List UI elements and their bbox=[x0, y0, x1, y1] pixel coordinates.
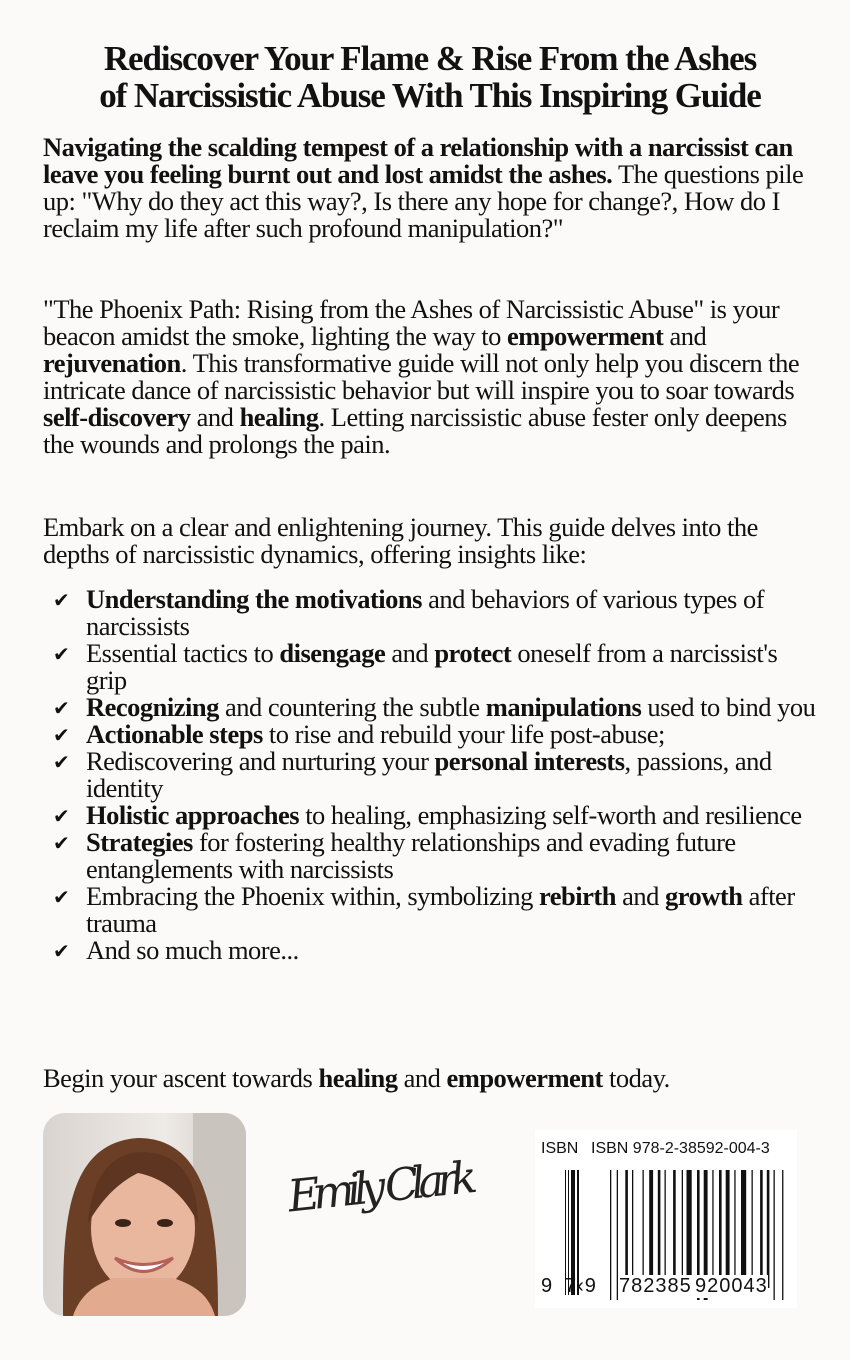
body-text: . Letting narcissistic abuse fester only deepens the wounds and prolongs the pain. bbox=[43, 402, 787, 459]
emphasis-text: manipulations bbox=[485, 692, 642, 722]
body-text: and countering the subtle bbox=[218, 692, 486, 722]
emphasis-text: Holistic approaches bbox=[86, 800, 300, 830]
emphasis-text: empowerment bbox=[506, 321, 664, 351]
list-item bbox=[43, 640, 823, 694]
barcode-bar bbox=[649, 1170, 653, 1288]
description-paragraph bbox=[43, 296, 818, 458]
list-item bbox=[43, 748, 823, 802]
body-text: The questions pile up: "Why do they act this way?, Is there any hope for change?, How do I reclaim my life after such profound manipulation?" bbox=[43, 159, 804, 243]
emphasis-text: self-discovery bbox=[43, 402, 191, 432]
list-item bbox=[43, 829, 823, 883]
body-text: oneself from a narcissist's grip bbox=[86, 638, 778, 695]
barcode-bar bbox=[719, 1170, 722, 1288]
checkmark-icon: ✔ bbox=[53, 588, 70, 612]
barcode-bar bbox=[617, 1170, 618, 1300]
list-item bbox=[43, 883, 823, 937]
body-text: after trauma bbox=[86, 881, 795, 938]
body-text: used to bind you bbox=[641, 692, 816, 722]
emphasis-text: rebirth bbox=[539, 881, 616, 911]
checkmark-icon: ✔ bbox=[53, 804, 70, 828]
barcode-bar bbox=[665, 1170, 666, 1288]
emphasis-text: Actionable steps bbox=[86, 719, 263, 749]
body-text: and behaviors of various types of narcissists bbox=[86, 584, 765, 641]
signature-text: Emily Clark bbox=[285, 1151, 480, 1223]
list-item bbox=[43, 937, 823, 964]
author-signature bbox=[280, 1150, 500, 1280]
emphasis-text: healing bbox=[318, 1063, 398, 1093]
body-text: to rise and rebuild your life post-abuse; bbox=[262, 719, 665, 749]
barcode-bar bbox=[782, 1170, 783, 1300]
headline-line: Rediscover Your Flame & Rise From the Ashes bbox=[103, 39, 757, 78]
body-text: . This transformative guide will not only help you discern the intricate dance of narcissistic behavior but will inspire you to soar towards bbox=[43, 348, 800, 405]
body-text: and bbox=[615, 881, 665, 911]
headline bbox=[40, 40, 820, 114]
emphasis-text: rejuvenation bbox=[43, 348, 181, 378]
body-text: Rediscovering and nurturing your bbox=[86, 746, 435, 776]
emphasis-text: healing bbox=[239, 402, 319, 432]
checkmark-icon: ✔ bbox=[53, 696, 70, 720]
checkmark-icon: ✔ bbox=[53, 723, 70, 747]
barcode-bar bbox=[682, 1170, 683, 1288]
barcode-bar bbox=[625, 1170, 628, 1288]
isbn-label: ISBN bbox=[541, 1140, 579, 1157]
list-item bbox=[43, 694, 823, 721]
emphasis-text: growth bbox=[665, 881, 743, 911]
barcode-bar bbox=[712, 1170, 713, 1288]
emphasis-text: Navigating the scalding tempest of a relationship with a narcissist can leave you feeling burnt out and lost amidst the ashes. bbox=[43, 132, 793, 189]
body-text: to healing, emphasizing self-worth and resilience bbox=[299, 800, 802, 830]
body-text: and bbox=[397, 1063, 447, 1093]
isbn-barcode bbox=[535, 1130, 797, 1308]
journey-paragraph bbox=[43, 514, 818, 568]
barcode-bar bbox=[734, 1170, 735, 1288]
barcode-addon-digits: 7‹9 bbox=[565, 1275, 597, 1297]
benefits-list bbox=[43, 586, 823, 964]
body-text: , passions, and identity bbox=[86, 746, 772, 803]
barcode-bar bbox=[610, 1170, 611, 1300]
barcode-bar bbox=[752, 1170, 753, 1288]
emphasis-text: personal interests bbox=[434, 746, 625, 776]
headline-line: of Narcissistic Abuse With This Inspiring Guide bbox=[99, 76, 761, 115]
emphasis-text: Strategies bbox=[86, 827, 193, 857]
body-text: and bbox=[385, 638, 435, 668]
barcode-bar bbox=[760, 1170, 763, 1288]
barcode-bar bbox=[741, 1170, 746, 1288]
barcode-digits-left: 782385 bbox=[619, 1275, 692, 1297]
body-text: today. bbox=[602, 1063, 670, 1093]
barcode-bar bbox=[726, 1170, 730, 1288]
emphasis-text: disengage bbox=[279, 638, 386, 668]
list-item bbox=[43, 721, 823, 748]
body-text: Essential tactics to bbox=[86, 638, 280, 668]
checkmark-icon: ✔ bbox=[53, 642, 70, 666]
body-text: Embracing the Phoenix within, symbolizing bbox=[86, 881, 539, 911]
emphasis-text: Recognizing bbox=[86, 692, 219, 722]
isbn-number: ISBN 978-2-38592-004-3 bbox=[591, 1140, 770, 1157]
author-portrait-image bbox=[43, 1113, 246, 1316]
intro-paragraph bbox=[43, 134, 818, 242]
barcode-bar bbox=[658, 1170, 661, 1288]
emphasis-text: Understanding the motivations bbox=[86, 584, 422, 614]
barcode-bar bbox=[767, 1170, 770, 1288]
emphasis-text: protect bbox=[434, 638, 512, 668]
barcode-digit: 9 bbox=[541, 1275, 554, 1297]
barcode-bar bbox=[774, 1170, 775, 1300]
barcode-digits-right: 920043 bbox=[695, 1275, 768, 1297]
list-item bbox=[43, 802, 823, 829]
barcode-bar bbox=[632, 1170, 633, 1288]
emphasis-text: empowerment bbox=[446, 1063, 603, 1093]
checkmark-icon: ✔ bbox=[53, 750, 70, 774]
barcode-bar bbox=[643, 1170, 644, 1288]
list-item bbox=[43, 586, 823, 640]
closing-paragraph bbox=[43, 1065, 818, 1092]
body-text: "The Phoenix Path: Rising from the Ashes of Narcissistic Abuse" is your beacon amidst the smoke, lighting the way to bbox=[43, 294, 780, 351]
checkmark-icon: ✔ bbox=[53, 831, 70, 855]
barcode-bar bbox=[673, 1170, 676, 1288]
body-text: And so much more... bbox=[86, 935, 299, 965]
body-text: and bbox=[663, 321, 707, 351]
checkmark-icon: ✔ bbox=[53, 939, 70, 963]
body-text: Begin your ascent towards bbox=[43, 1063, 319, 1093]
body-text: Embark on a clear and enlightening journey. This guide delves into the depths of narcissistic dynamics, offering insights like: bbox=[43, 512, 758, 569]
body-text: for fostering healthy relationships and evading future entanglements with narcissists bbox=[86, 827, 736, 884]
author-photo bbox=[43, 1113, 246, 1316]
body-text: and bbox=[190, 402, 240, 432]
barcode-bar bbox=[687, 1170, 692, 1288]
checkmark-icon: ✔ bbox=[53, 885, 70, 909]
